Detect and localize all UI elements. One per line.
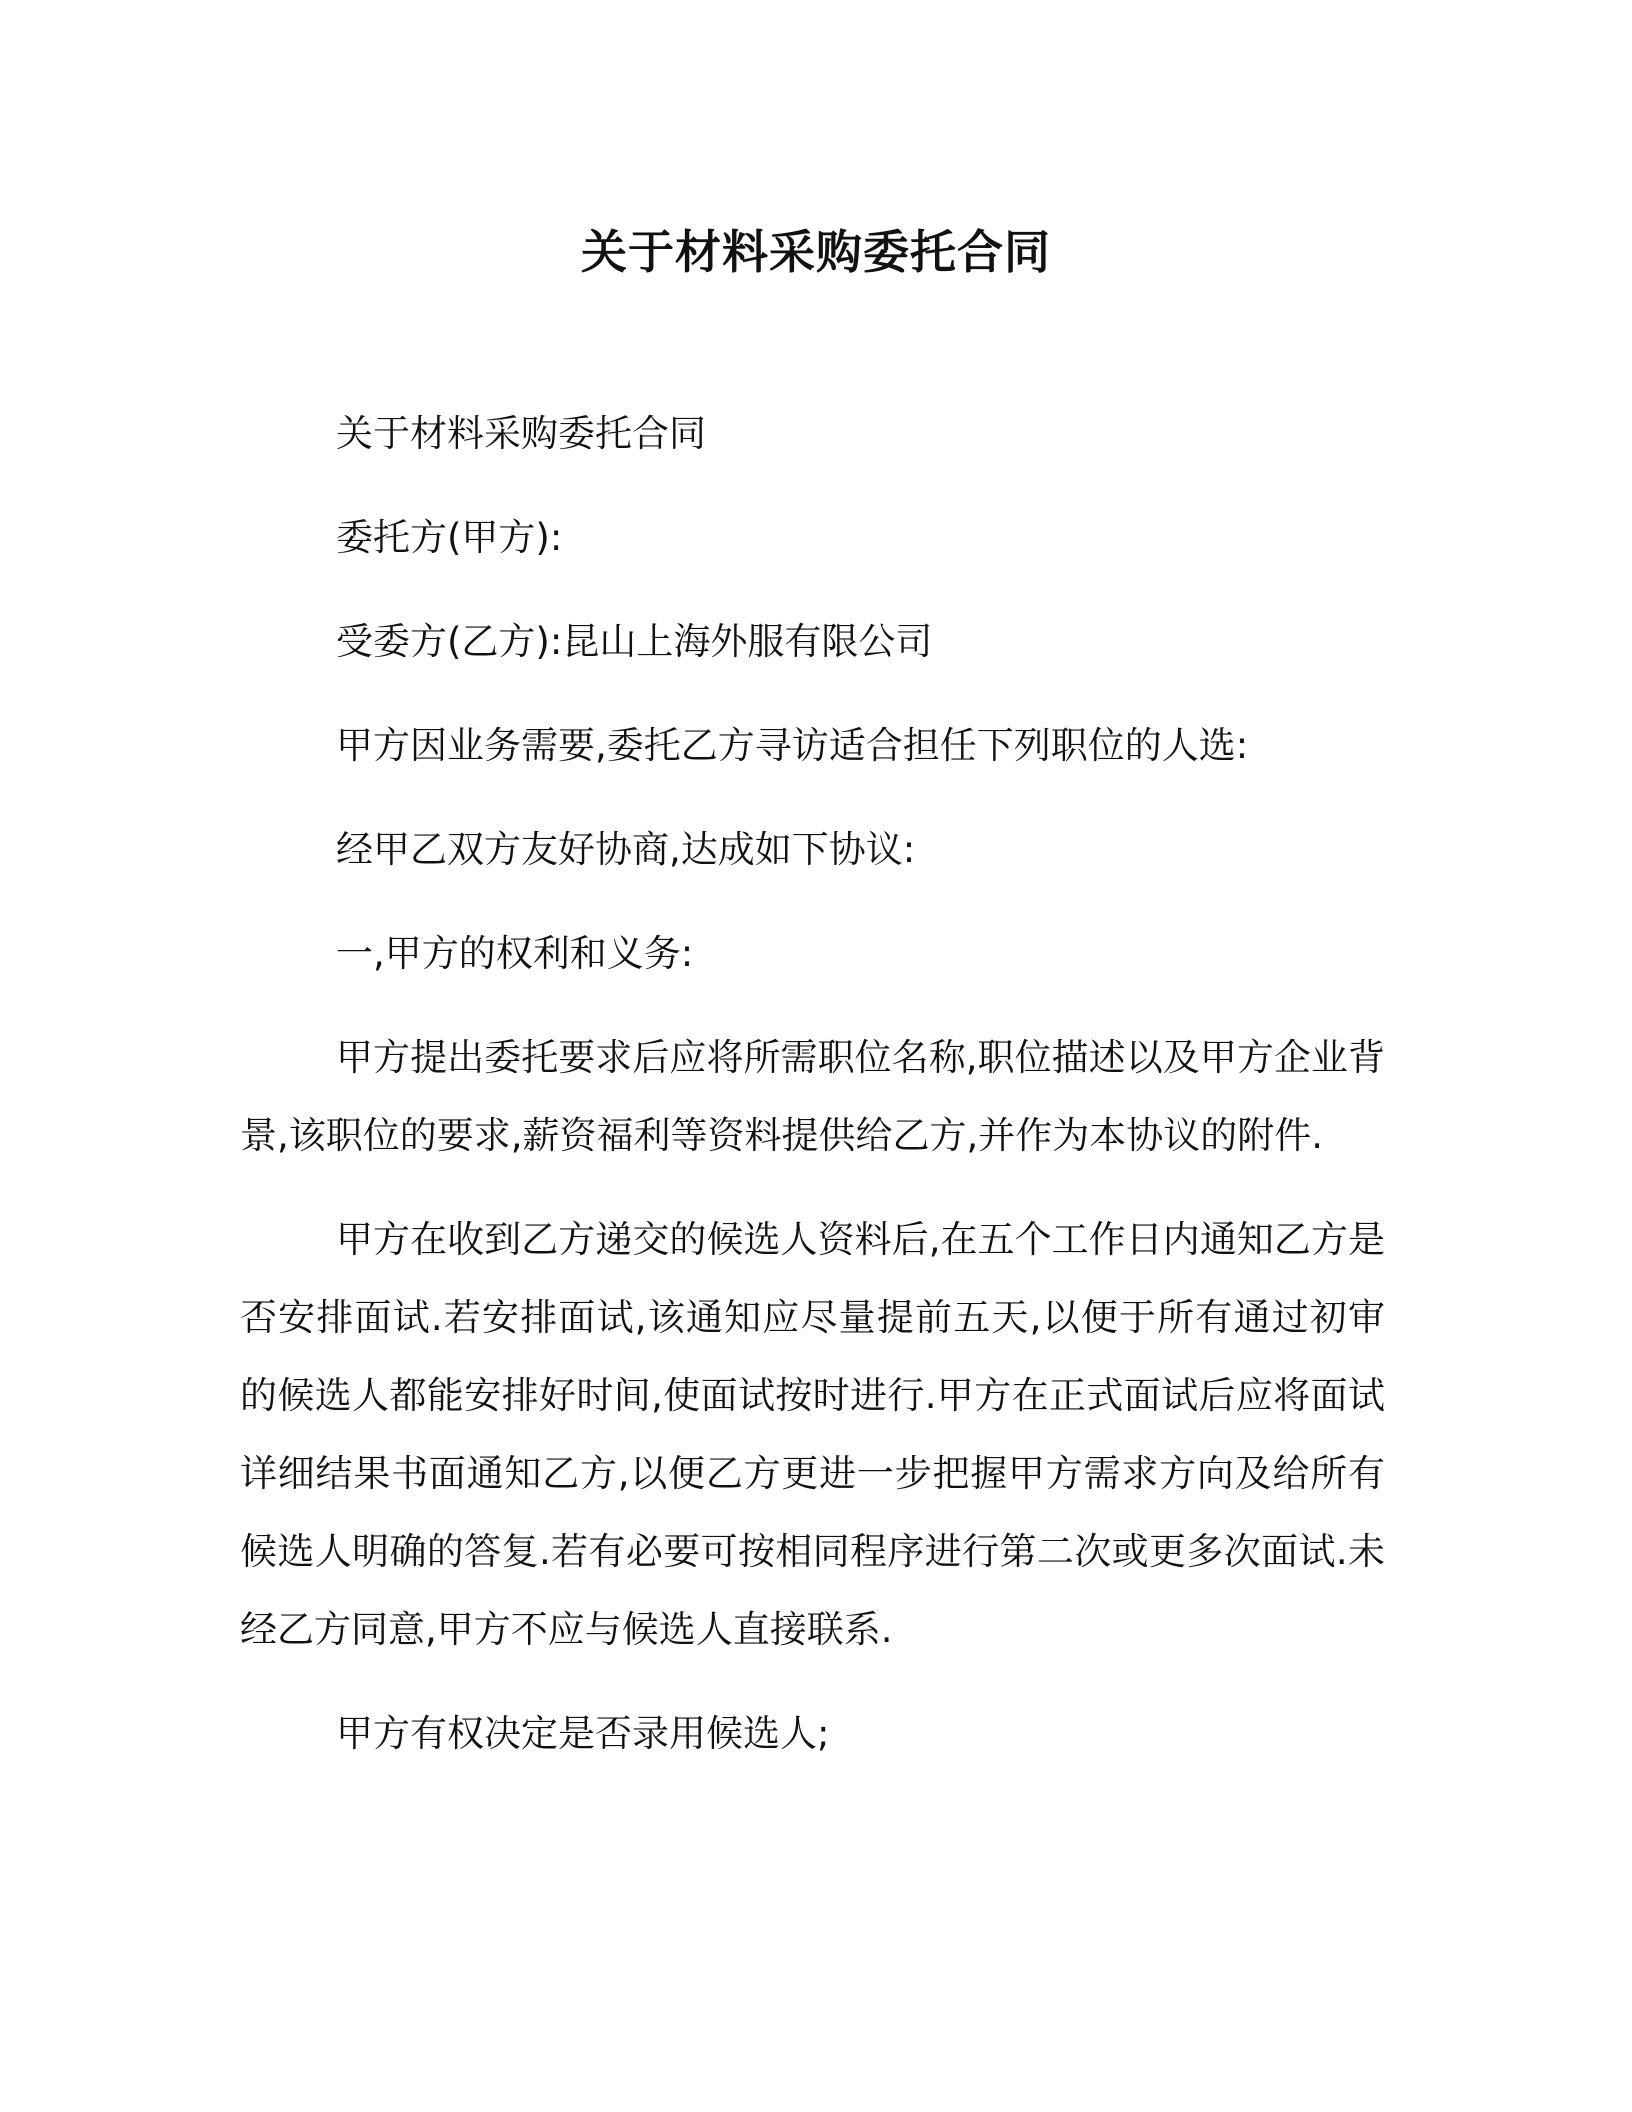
section-heading-party-a-rights: 一,甲方的权利和义务:: [336, 932, 694, 975]
paragraph-party-b: 受委方(乙方):昆山上海外服有限公司: [336, 620, 933, 663]
paragraph-requirements: 甲方提出委托要求后应将所需职位名称,职位描述以及甲方企业背景,该职位的要求,薪资福利等资料提供给乙方,并作为本协议的附件.: [240, 1036, 1385, 1157]
paragraph-purpose: 甲方因业务需要,委托乙方寻访适合担任下列职位的人选:: [336, 724, 1249, 767]
document-title: 关于材料采购委托合同: [581, 225, 1051, 279]
document-body: [240, 395, 1385, 1799]
paragraph-agreement-intro: 经甲乙双方友好协商,达成如下协议:: [336, 828, 916, 871]
paragraph-contract-name: 关于材料采购委托合同: [336, 412, 706, 455]
paragraph-interview-process: 甲方在收到乙方递交的候选人资料后,在五个工作日内通知乙方是否安排面试.若安排面试,该通知应尽量提前五天,以便于所有通过初审的候选人都能安排好时间,使面试按时进行.甲方在正式面试后应将面试详细结果书面通知乙方,以便乙方更进一步把握甲方需求方向及给所有候选人明确的答复.若有必要可按相同程序进行第二次或更多次面试.未经乙方同意,甲方不应与候选人直接联系.: [240, 1218, 1385, 1651]
paragraph-party-a: 委托方(甲方):: [336, 516, 563, 559]
paragraph-hiring-decision: 甲方有权决定是否录用候选人;: [336, 1712, 830, 1755]
